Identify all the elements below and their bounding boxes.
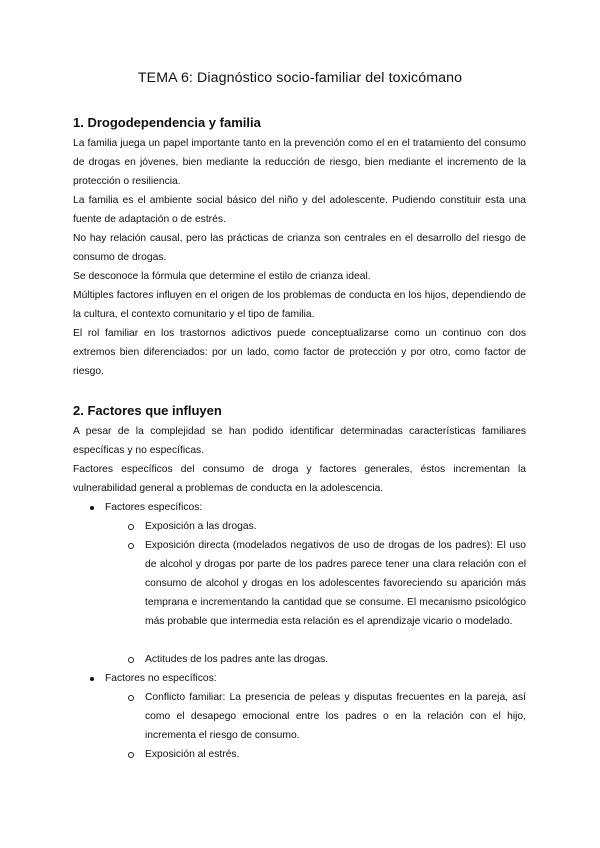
sub-bullet-icon <box>128 524 134 530</box>
list-item-specific-label: Factores específicos: <box>105 502 203 513</box>
bullet-icon <box>90 506 94 510</box>
list-item: Exposición directa (modelados negativos de uso de drogas de los padres): El uso de alcohol y drogas por parte de los padres parece tener una clara relación con el consumo de alcohol y drogas en los adolescentes favoreciendo su aparición más temprana e incrementando la cantidad que se consume. El mecanismo psicológico más probable que intermedia esta relación es el aprendizaje vicario o modelado. <box>145 540 526 627</box>
paragraph: Múltiples factores influyen en el origen de los problemas de conducta en los hijos, dependiendo de la cultura, el contexto comunitario y el tipo de familia. <box>73 290 526 320</box>
sub-bullet-icon <box>128 752 134 758</box>
paragraph: El rol familiar en los trastornos adictivos puede conceptualizarse como un continuo con dos extremos bien diferenciados: por un lado, como factor de protección y por otro, como factor de riesgo. <box>73 328 526 377</box>
document-title: TEMA 6: Diagnóstico socio-familiar del toxicómano <box>137 70 463 86</box>
section-2-heading: 2. Factores que influyen <box>73 403 222 418</box>
sub-bullet-icon <box>128 543 134 549</box>
paragraph: La familia juega un papel importante tanto en la prevención como el en el tratamiento del consumo de drogas en jóvenes, bien mediante la reducción de riesgo, bien mediante el incremento de la protección o resiliencia. <box>73 138 526 187</box>
bullet-icon <box>90 677 94 681</box>
paragraph: Se desconoce la fórmula que determine el estilo de crianza ideal. <box>73 271 371 282</box>
paragraph: Factores específicos del consumo de droga y factores generales, éstos incrementan la vulnerabilidad general a problemas de conducta en la adolescencia. <box>73 464 526 494</box>
section-1-heading: 1. Drogodependencia y familia <box>73 115 261 130</box>
sub-bullet-icon <box>128 657 134 663</box>
list-item: Actitudes de los padres ante las drogas. <box>145 654 329 665</box>
list-item-nonspecific-label: Factores no específicos: <box>105 673 217 684</box>
paragraph: A pesar de la complejidad se han podido identificar determinadas características familiares específicas y no específicas. <box>73 426 526 456</box>
list-item: Exposición a las drogas. <box>145 521 257 532</box>
sub-bullet-icon <box>128 695 134 701</box>
paragraph: No hay relación causal, pero las prácticas de crianza son centrales en el desarrollo del riesgo de consumo de drogas. <box>73 233 526 263</box>
paragraph: La familia es el ambiente social básico del niño y del adolescente. Pudiendo constituir esta una fuente de adaptación o de estrés. <box>73 195 526 225</box>
list-item: Exposición al estrés. <box>145 749 240 760</box>
list-item: Conflicto familiar: La presencia de peleas y disputas frecuentes en la pareja, así como el desapego emocional entre los padres o en la relación con el hijo, incrementa el riesgo de consumo. <box>145 692 526 741</box>
